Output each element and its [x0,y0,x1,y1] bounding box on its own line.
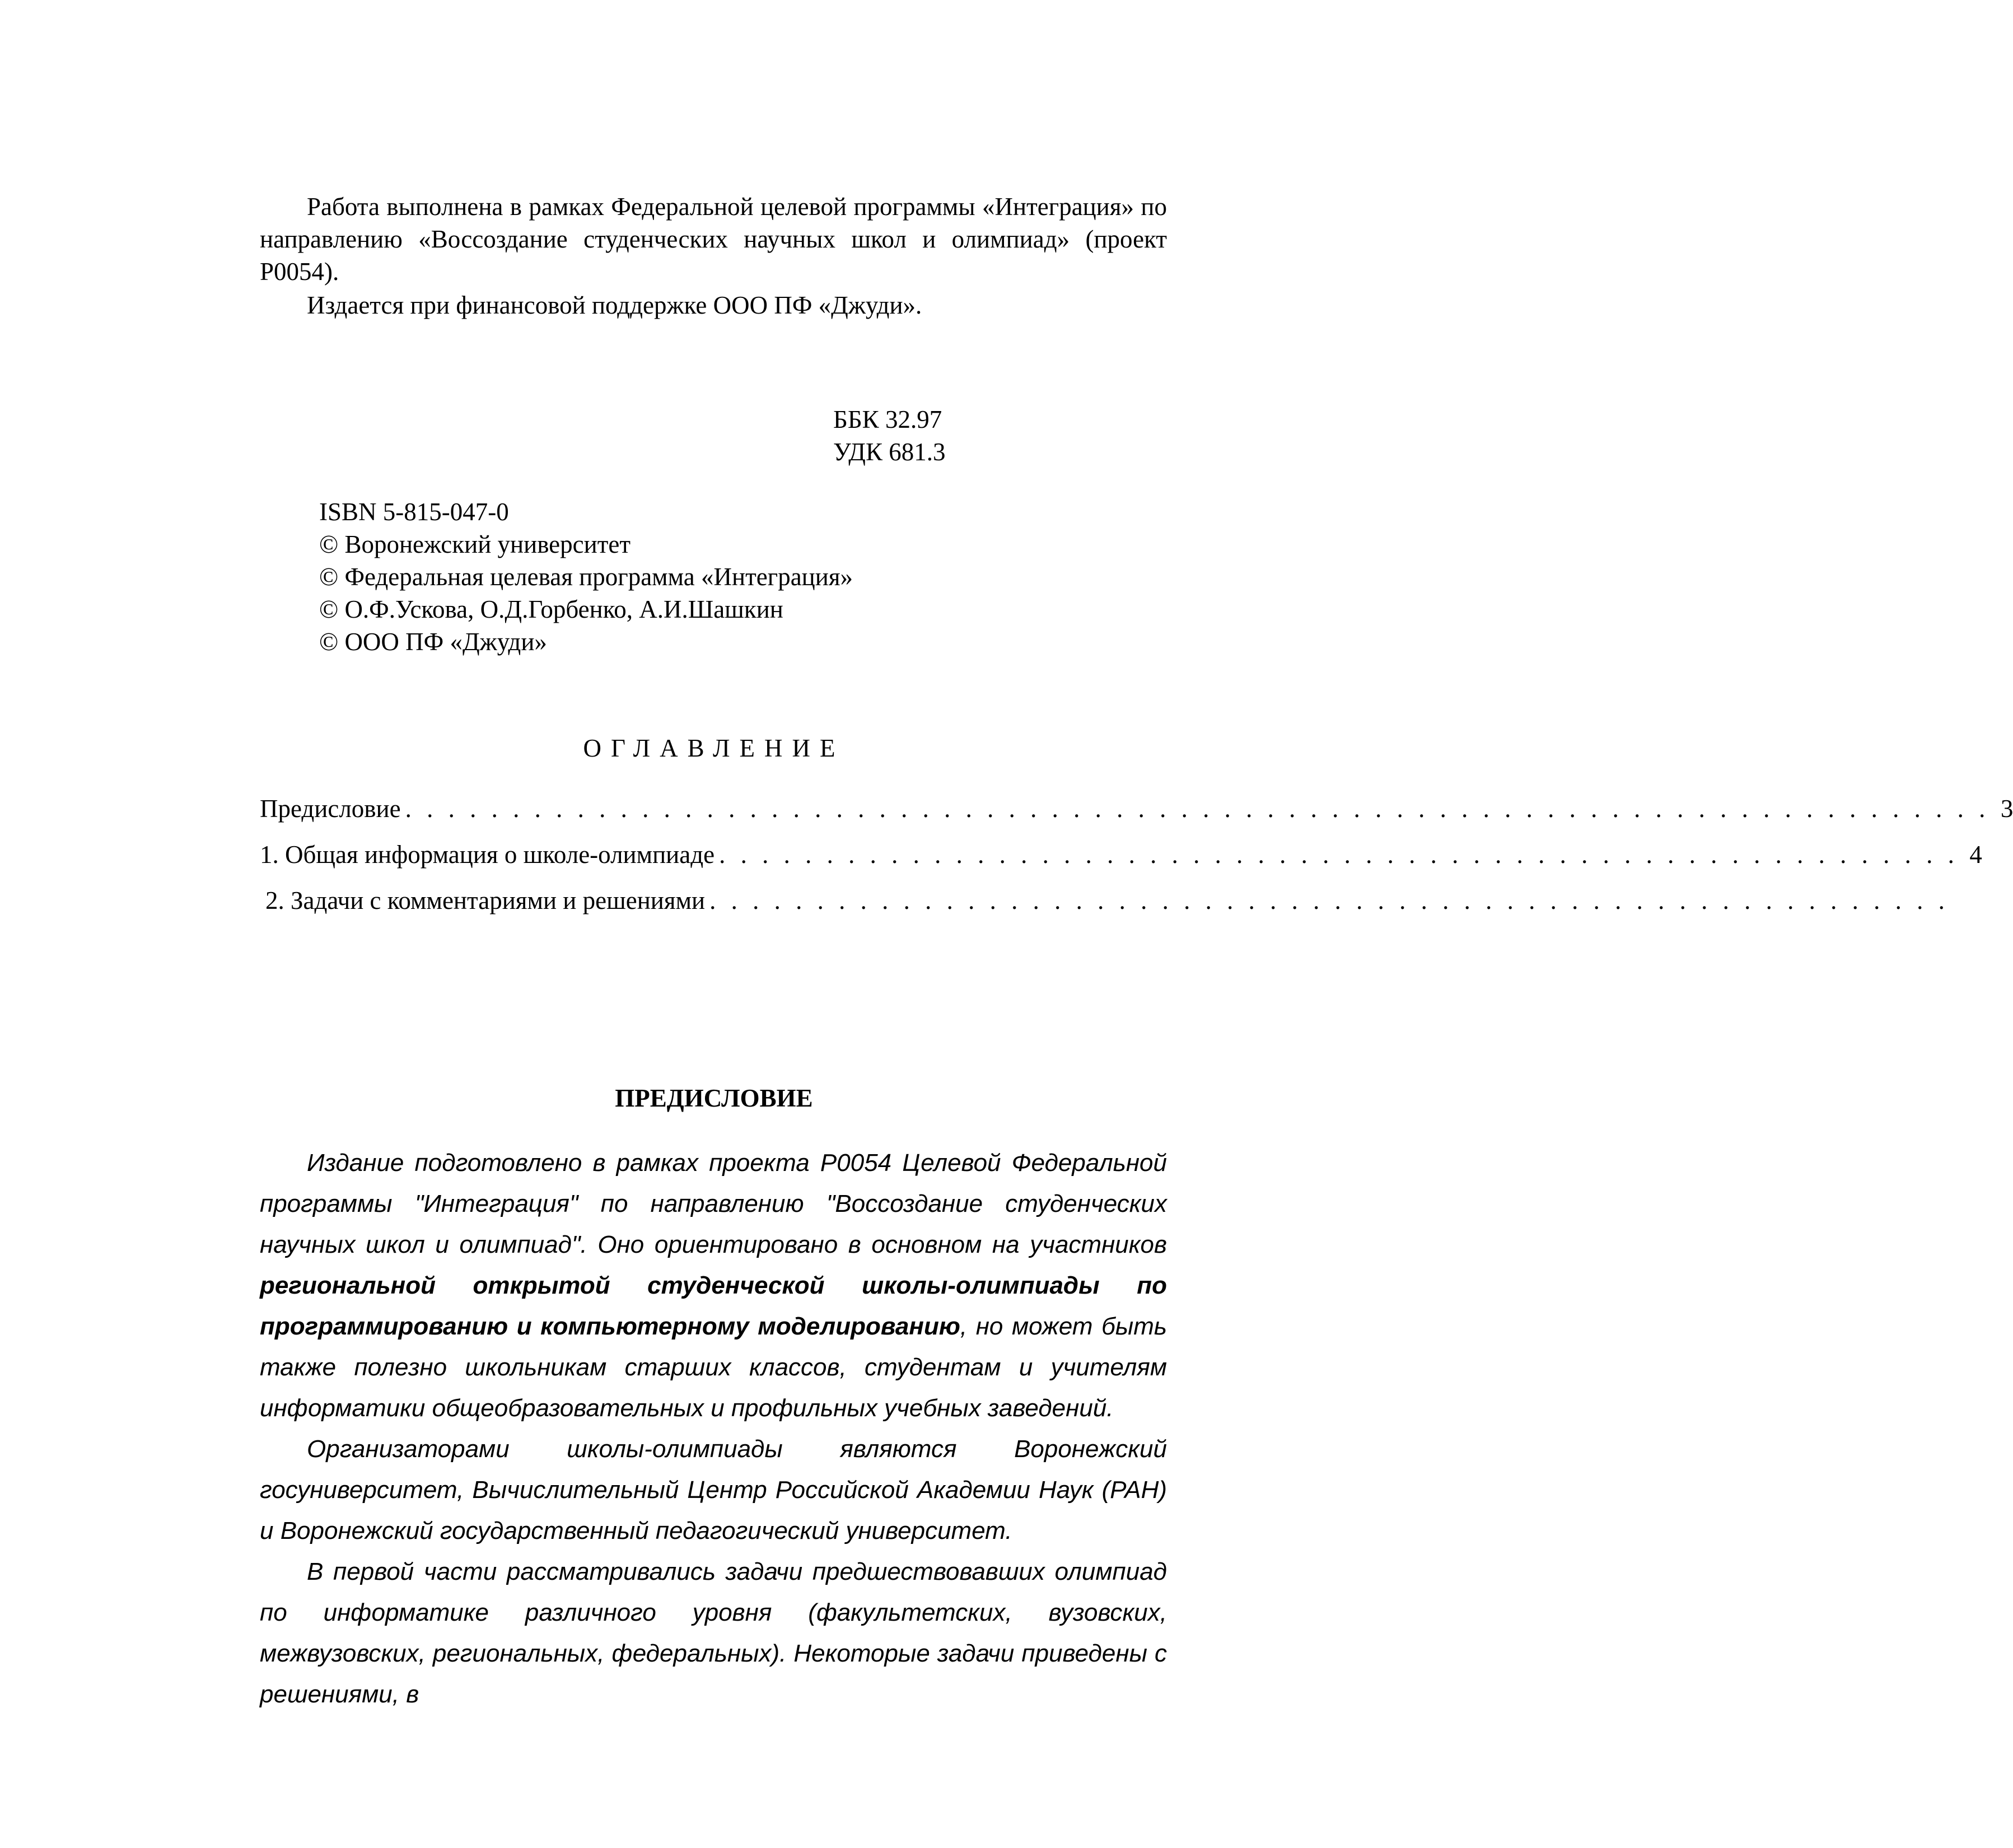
bbk-code: ББК 32.97 [833,405,942,433]
toc-entry-label: 2. Задачи с комментариями и решениями [265,886,706,914]
toc-entry-page: 3 [2000,795,2013,823]
preface-paragraph [260,1142,1167,1429]
copyright-line: © Воронежский университет [319,530,631,558]
toc-leader-dots: . . . . . . . . . . . . . . . . . . . . . . . . . . . . . . . . . . . . . . . . . . . . . . . . . . . . . . . . . . [719,841,1959,869]
toc-title: ОГЛАВЛЕНИЕ [583,734,845,762]
udk-code: УДК 681.3 [833,438,946,466]
isbn: ISBN 5-815-047-0 [319,498,509,526]
funding-paragraph: Работа выполнена в рамках Федеральной целевой программы «Интеграция» по направлению «Воссоздание студенческих научных школ и олимпиад» (проект Р0054). [260,193,1167,286]
toc-leader-dots: . . . . . . . . . . . . . . . . . . . . . . . . . . . . . . . . . . . . . . . . . . . . . . . . . . . . . . . . . . [709,886,1949,914]
toc-leader-dots: . . . . . . . . . . . . . . . . . . . . . . . . . . . . . . . . . . . . . . . . . . . . . . . . . . . . . . . . . . . . . . . . . . . . . . . . . . [405,795,1990,823]
preface-paragraph: Организаторами школы-олимпиады являются Воронежский госуниверситет, Вычислительный Центр Российской Академии Наук (РАН) и Воронежский государственный педагогический университет. [260,1435,1167,1544]
copyright-block [319,496,853,658]
copyright-line: © Федеральная целевая программа «Интеграция» [319,563,853,591]
toc-entry[interactable] [260,886,1949,932]
preface-emphasis: региональной открытой студенческой школы-олимпиады по программированию и компьютерному моделированию [260,1272,1167,1340]
table-of-contents [260,794,2013,932]
support-paragraph: Издается при финансовой поддержке ООО ПФ «Джуди». [307,291,922,319]
toc-entry-label: Предисловие [260,795,401,823]
preface-paragraph: В первой части рассматривались задачи предшествовавших олимпиад по информатике различного уровня (факультетских, вузовских, межвузовских, региональных, федеральных). Некоторые задачи приведены с решениями, в [260,1558,1167,1708]
toc-entry[interactable] [260,840,1982,886]
preface-text: Издание подготовлено в рамках проекта Р0054 Целевой Федеральной программы "Интеграция" по направлению "Воссоздание студенческих научных школ и олимпиад". Оно ориентировано в основном на участников [260,1149,1167,1258]
copyright-line: © О.Ф.Ускова, О.Д.Горбенко, А.И.Шашкин [319,595,783,623]
toc-entry-page: 4 [1969,841,1982,869]
copyright-line: © ООО ПФ «Джуди» [319,628,547,656]
preface-body [260,1142,1167,1715]
preface-text: , но может быть также полезно школьникам старших классов, студентам и учителям информатики общеобразовательных и профильных учебных заведений. [260,1313,1167,1422]
preface-title: ПРЕДИСЛОВИЕ [615,1084,813,1112]
toc-entry-label: 1. Общая информация о школе-олимпиаде [260,841,715,869]
classification-codes [833,403,946,468]
funding-notice [260,190,1167,321]
toc-entry[interactable] [260,794,2013,840]
